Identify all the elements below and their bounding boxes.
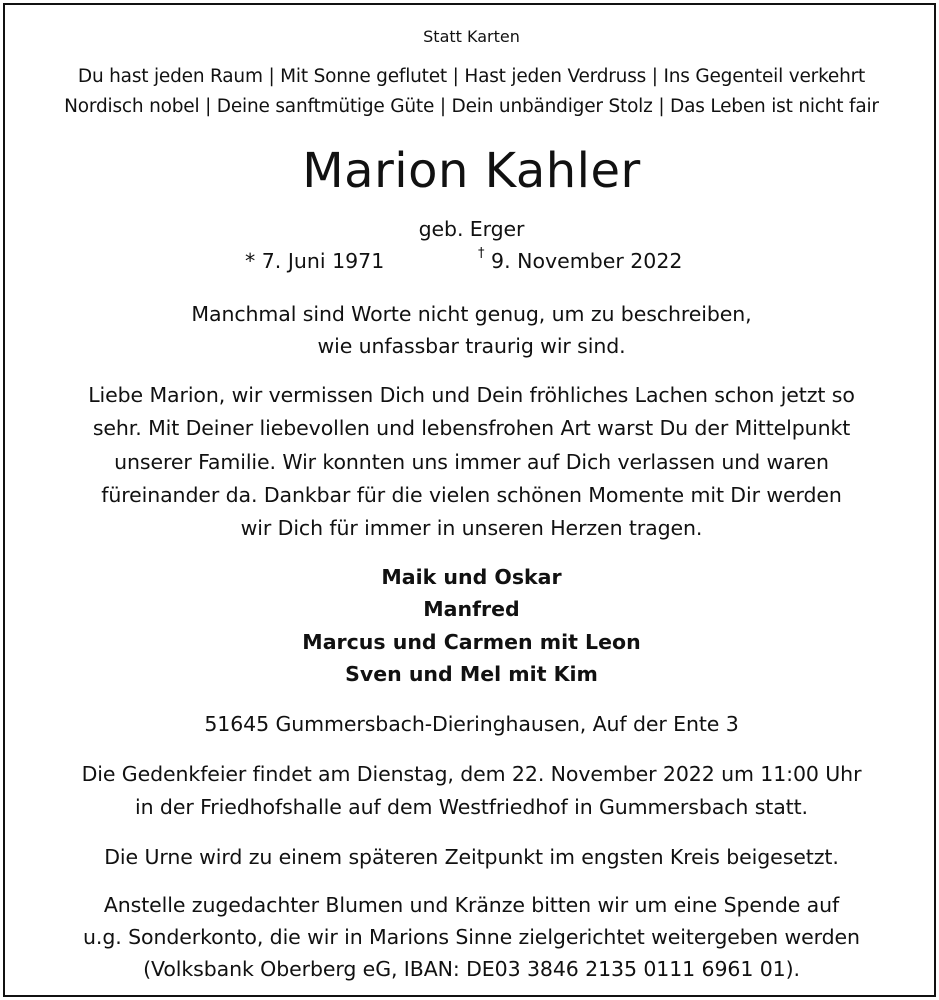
donation-line-3: [5, 957, 938, 981]
line-text: unserer Familie. Wir konnten uns immer auf Dich verlassen und waren: [114, 450, 829, 474]
line-text: Sven und Mel mit Kim: [345, 662, 598, 686]
line-text: (Volksbank Oberberg eG, IBAN: DE03 3846 2135 0111 6961 01).: [143, 957, 800, 981]
line-text: Die Gedenkfeier findet am Dienstag, dem 22. November 2022 um 11:00 Uhr: [81, 762, 862, 786]
message-line-4: [5, 483, 938, 507]
message-line-1: [5, 383, 938, 407]
ceremony-line-2: [5, 795, 938, 819]
line-text: u.g. Sonderkonto, die wir in Marions Sinne zielgerichtet weitergeben werden: [83, 925, 860, 949]
line-text: Manchmal sind Worte nicht genug, um zu beschreiben,: [191, 302, 752, 326]
line-text: sehr. Mit Deiner liebevollen und lebensfrohen Art warst Du der Mittelpunkt: [92, 416, 851, 440]
message-line-2: [5, 416, 938, 440]
line-text: Statt Karten: [423, 27, 520, 46]
cross-icon: †: [478, 246, 485, 262]
urn-note: [5, 845, 938, 869]
maiden-name: [5, 217, 938, 241]
quote-line-1: [5, 302, 938, 326]
header-text: [5, 27, 938, 46]
quote-line-2: [5, 334, 938, 358]
death-date: 9. November 2022: [491, 249, 683, 273]
line-text: Anstelle zugedachter Blumen und Kränze bitten wir um eine Spende auf: [103, 893, 840, 917]
life-dates: [5, 246, 938, 279]
donation-line-1: [5, 893, 938, 917]
line-text: Liebe Marion, wir vermissen Dich und Dein fröhliches Lachen schon jetzt so: [88, 383, 855, 407]
message-line-3: [5, 450, 938, 474]
ceremony-line-1: [5, 762, 938, 786]
family-line-2: [5, 597, 938, 621]
line-text: in der Friedhofshalle auf dem Westfriedhof in Gummersbach statt.: [135, 795, 808, 819]
poem-line-2: [5, 96, 938, 117]
line-text: Die Urne wird zu einem späteren Zeitpunkt im engsten Kreis beigesetzt.: [104, 845, 839, 869]
death-date-group: [478, 246, 683, 273]
line-text: Marcus und Carmen mit Leon: [302, 630, 641, 654]
address: [5, 712, 938, 736]
birth-date: * 7. Juni 1971: [245, 249, 385, 273]
line-text: 51645 Gummersbach-Dieringhausen, Auf der Ente 3: [204, 712, 739, 736]
line-text: Marion Kahler: [302, 143, 641, 199]
line-text: Manfred: [423, 597, 520, 621]
poem-line-1: [5, 66, 938, 87]
family-line-3: [5, 630, 938, 654]
line-text: wir Dich für immer in unseren Herzen tragen.: [240, 516, 703, 540]
donation-line-2: [5, 925, 938, 949]
line-text: Maik und Oskar: [381, 565, 562, 589]
line-text: Du hast jeden Raum | Mit Sonne geflutet | Hast jeden Verdruss | Ins Gegenteil verkehrt: [77, 66, 866, 87]
message-line-5: [5, 516, 938, 540]
line-text: füreinander da. Dankbar für die vielen schönen Momente mit Dir werden: [101, 483, 842, 507]
family-line-1: [5, 565, 938, 589]
line-text: wie unfassbar traurig wir sind.: [317, 334, 626, 358]
line-text: Nordisch nobel | Deine sanftmütige Güte | Dein unbändiger Stolz | Das Leben ist nicht fair: [64, 96, 879, 117]
deceased-name: [5, 143, 938, 199]
family-line-4: [5, 662, 938, 686]
obituary-notice: [3, 3, 936, 997]
line-text: geb. Erger: [418, 217, 525, 241]
